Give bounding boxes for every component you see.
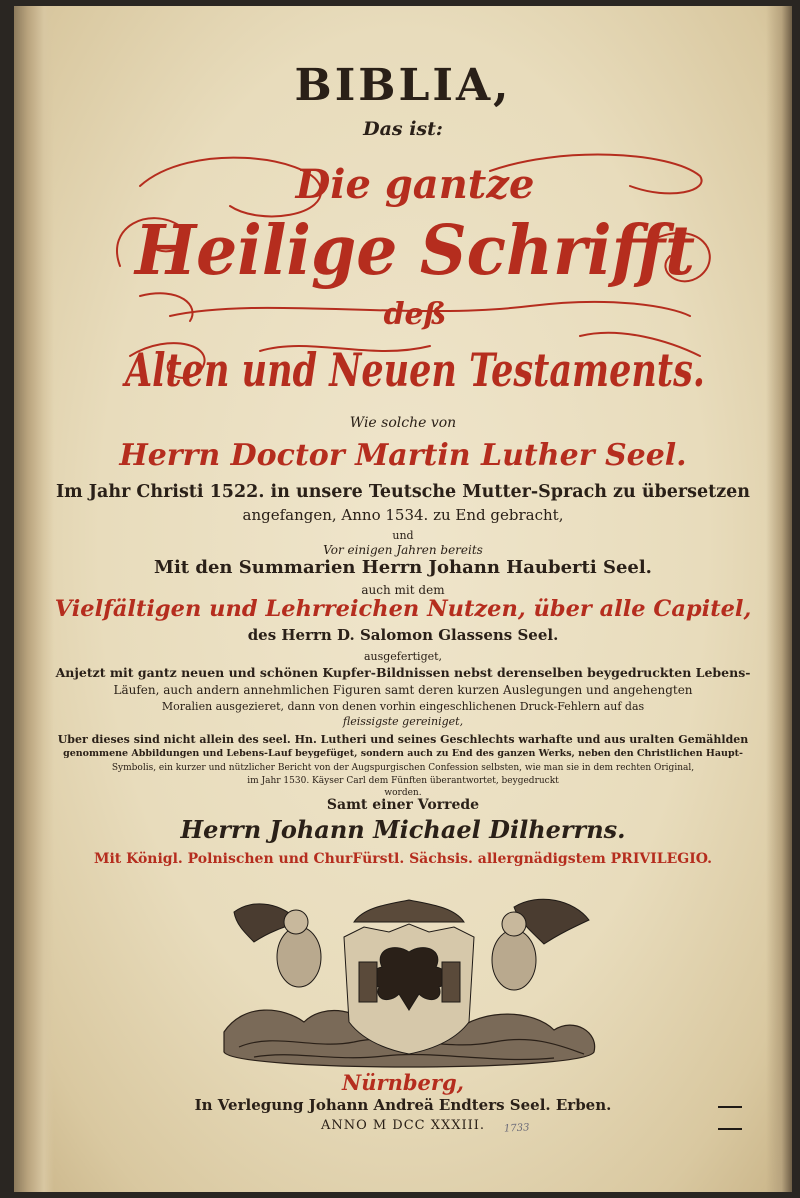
- year-line: ANNO M DCC XXXIII.: [320, 1118, 486, 1133]
- anjetzt-line-1: Anjetzt mit gantz neuen und schönen Kupfer-Bildnissen nebst derenselben beygedruckten Lebens-: [55, 665, 751, 680]
- privileg-line: Mit Königl. Polnischen und ChurFürstl. Sächsis. allergnädigstem PRIVILEGIO.: [93, 851, 713, 867]
- title-line-1: Die gantze: [295, 161, 535, 208]
- summarien-line: Mit den Summarien Herrn Johann Hauberti Seel.: [154, 557, 652, 578]
- vielfaeltig-line: Vielfältigen und Lehrreichen Nutzen, über alle Capitel,: [54, 596, 752, 622]
- shelf-mark: [712, 1102, 742, 1132]
- uber-line-1: Uber dieses sind nicht allein des seel. Hn. Lutheri und seines Geschlechts warhafte und aus uralten Gemählden: [57, 733, 749, 746]
- uber-line-2: genommene Abbildungen und Lebens-Lauf beygefüget, sondern auch zu End des ganzen Werks, neben den Christlichen Haupt-: [63, 748, 743, 759]
- anjetzt-line-3: Moralien ausgezieret, dann von denen vorhin eingeschlichenen Druck-Fehlern auf das: [161, 700, 645, 713]
- title-line-2: Heilige Schrifft: [133, 211, 695, 291]
- page-edge: [766, 6, 792, 1192]
- binding-edge: [14, 6, 54, 1192]
- anjetzt-line-2: Läufen, auch andern annehmlichen Figuren samt deren kurzen Auslegungen und angehengten: [113, 683, 693, 697]
- uber-line-4: im Jahr 1530. Käyser Carl dem Fünften überantwortet, beygedruckt: [247, 776, 559, 786]
- coat-of-arms-vignette: [214, 882, 604, 1078]
- place-line: Nürnberg,: [342, 1070, 464, 1095]
- luther-line: Herrn Doctor Martin Luther Seel.: [119, 438, 687, 473]
- title-page: [14, 6, 792, 1192]
- jahr-line: Im Jahr Christi 1522. in unsere Teutsche Mutter-Sprach zu übersetzen: [55, 482, 750, 502]
- shelf-mark-tick: [718, 1128, 742, 1130]
- glassen-line: des Herrn D. Salomon Glassens Seel.: [247, 626, 559, 644]
- anjetzt-line-4: fleissigste gereiniget,: [342, 715, 464, 728]
- uber-line-5: worden.: [384, 788, 422, 798]
- das-ist-line: Das ist:: [363, 118, 443, 140]
- angefangen-line: angefangen, Anno 1534. zu End gebracht,: [242, 506, 564, 524]
- auch-mit-line: auch mit dem: [361, 583, 445, 597]
- samt-line: Samt einer Vorrede: [326, 797, 480, 813]
- vor-einigen-line: Vor einigen Jahren bereits: [323, 543, 483, 557]
- wie-solche-line: Wie solche von: [349, 415, 457, 431]
- page-title: BIBLIA,: [294, 60, 512, 111]
- title-line-3: deß: [383, 297, 447, 332]
- uber-line-3: Symbolis, ein kurzer und nützlicher Bericht von der Augspurgischen Confession selbsten, wie man sie in dem rechten Original,: [111, 763, 695, 773]
- ausgefertiget-line: ausgefertiget,: [363, 650, 443, 663]
- calligraphic-title: [110, 146, 720, 406]
- title-line-4: Alten und Neuen Testaments.: [121, 343, 705, 397]
- publisher-line: In Verlegung Johann Andreä Endters Seel. Erben.: [194, 1096, 612, 1114]
- dilherr-line: Herrn Johann Michael Dilherrns.: [180, 815, 626, 844]
- handwritten-year: 1733: [503, 1122, 530, 1135]
- und-line: und: [392, 529, 414, 542]
- shelf-mark-tick: [718, 1106, 742, 1108]
